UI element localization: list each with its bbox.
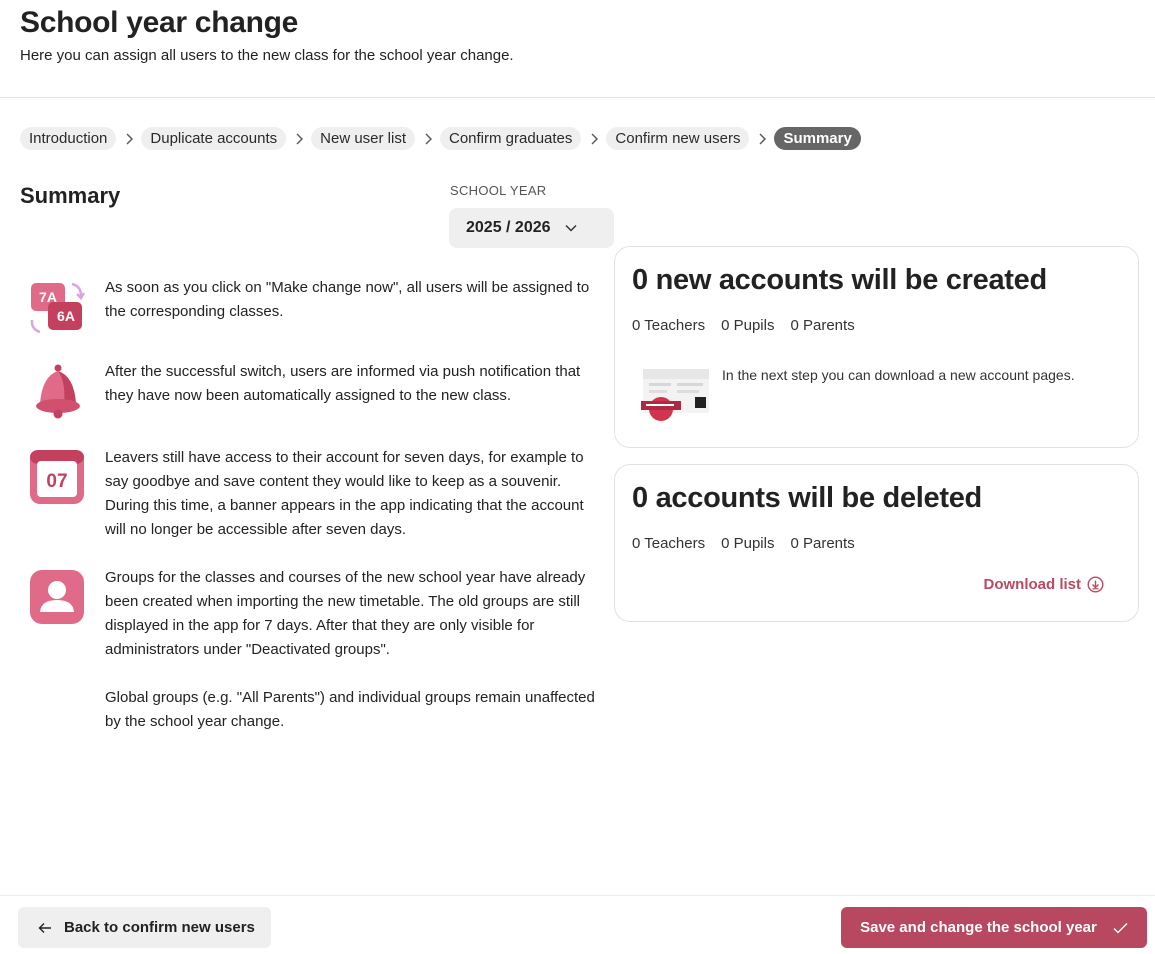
new-accounts-card xyxy=(614,246,1139,448)
chevron-right-icon xyxy=(581,127,606,150)
breadcrumb-confirm-new-users[interactable]: Confirm new users xyxy=(606,127,749,150)
save-button-label: Save and change the school year xyxy=(860,919,1097,936)
class-switch-label-old: 7A xyxy=(39,289,57,305)
teachers-count: 0 Teachers xyxy=(632,317,706,334)
deleted-accounts-title: 0 accounts will be deleted xyxy=(632,482,982,514)
calendar-day-label: 07 xyxy=(46,471,68,492)
back-button[interactable] xyxy=(18,907,271,948)
breadcrumb-summary[interactable]: Summary xyxy=(774,127,860,150)
school-year-select[interactable] xyxy=(449,208,614,248)
breadcrumb-duplicate-accounts[interactable]: Duplicate accounts xyxy=(141,127,286,150)
new-accounts-title: 0 new accounts will be created xyxy=(632,264,1047,296)
parents-count: 0 Parents xyxy=(790,535,855,552)
pupils-count: 0 Pupils xyxy=(721,317,775,334)
page-title: School year change xyxy=(20,6,299,39)
chevron-right-icon xyxy=(286,127,311,150)
info-text: Leavers still have access to their account for seven days, for example to say goodbye and save content they would like to keep as a souvenir. During this time, a banner appears in the app indicating that the account will no longer be accessible after seven days. xyxy=(105,449,584,538)
chevron-right-icon xyxy=(749,127,774,150)
chevron-down-icon xyxy=(565,224,577,232)
chevron-right-icon xyxy=(415,127,440,150)
class-switch-label-new: 6A xyxy=(57,308,75,324)
info-text: After the successful switch, users are informed via push notification that they have now been automatically assigned to the new class. xyxy=(105,363,581,404)
bell-icon xyxy=(28,362,86,420)
page-subtitle: Here you can assign all users to the new class for the school year change. xyxy=(20,47,514,64)
download-list-label: Download list xyxy=(983,576,1081,593)
back-button-label: Back to confirm new users xyxy=(64,919,255,936)
school-year-value: 2025 / 2026 xyxy=(466,219,551,236)
new-accounts-note: In the next step you can download a new account pages. xyxy=(722,367,1075,383)
info-text: Groups for the classes and courses of the new school year have already been created when importing the new timetable. The old groups are still displayed in the app for 7 days. After that they are only visible for administrators under "Deactivated groups". xyxy=(105,569,586,658)
check-icon xyxy=(1113,922,1128,934)
pupils-count: 0 Pupils xyxy=(721,535,775,552)
save-change-school-year-button[interactable] xyxy=(841,907,1147,948)
teachers-count: 0 Teachers xyxy=(632,535,706,552)
footer-bar xyxy=(0,895,1155,954)
parents-count: 0 Parents xyxy=(790,317,855,334)
breadcrumb-introduction[interactable]: Introduction xyxy=(20,127,116,150)
deleted-accounts-counts xyxy=(632,535,871,552)
download-list-link[interactable] xyxy=(984,576,1105,593)
breadcrumb-new-user-list[interactable]: New user list xyxy=(311,127,415,150)
class-switch-icon xyxy=(28,278,86,336)
breadcrumb-confirm-graduates[interactable]: Confirm graduates xyxy=(440,127,581,150)
calendar-icon xyxy=(28,448,86,506)
breadcrumb xyxy=(20,127,861,150)
page-header xyxy=(0,0,1155,98)
group-icon xyxy=(28,568,86,626)
school-year-label: SCHOOL YEAR xyxy=(450,183,547,198)
chevron-right-icon xyxy=(116,127,141,150)
download-icon xyxy=(1087,576,1104,593)
new-accounts-counts xyxy=(632,317,871,334)
deleted-accounts-card xyxy=(614,464,1139,622)
section-title: Summary xyxy=(20,183,121,208)
info-text: As soon as you click on "Make change now", all users will be assigned to the corresponding classes. xyxy=(105,279,590,320)
account-pages-thumbnail xyxy=(641,365,711,421)
info-text: Global groups (e.g. "All Parents") and individual groups remain unaffected by the school year change. xyxy=(105,689,595,730)
arrow-left-icon xyxy=(38,922,52,934)
